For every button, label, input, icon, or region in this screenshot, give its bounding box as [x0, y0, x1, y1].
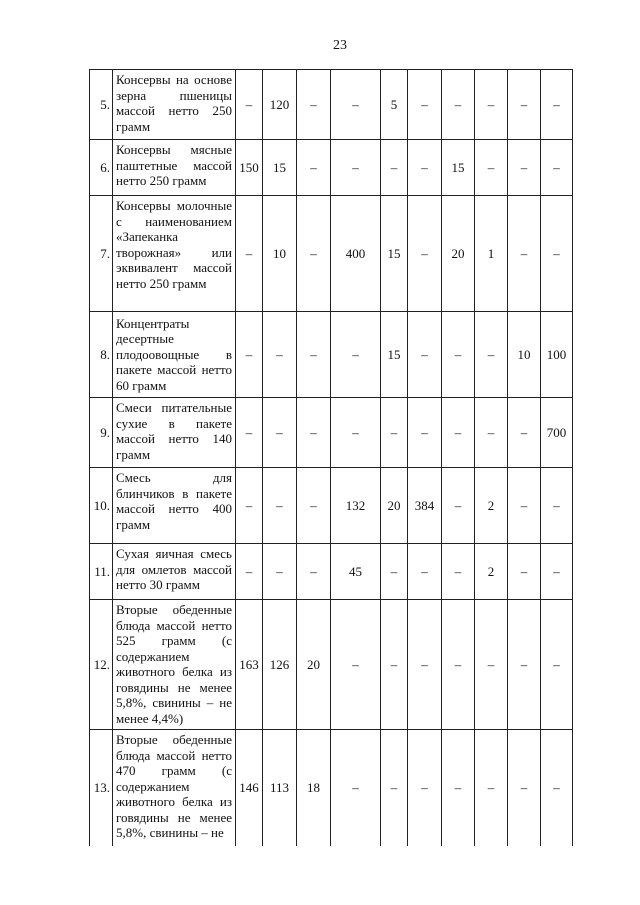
value-cell: – [263, 398, 297, 468]
value-cell: – [381, 140, 408, 196]
value-cell: 15 [263, 140, 297, 196]
value-cell: – [541, 730, 573, 846]
table-row [90, 730, 573, 846]
value-cell: – [297, 398, 331, 468]
row-number: 12. [90, 600, 113, 730]
value-cell: 2 [475, 468, 508, 544]
value-cell: – [331, 600, 381, 730]
value-cell: – [442, 730, 475, 846]
value-cell: 150 [236, 140, 263, 196]
row-number: 11. [90, 544, 113, 600]
value-cell: – [331, 730, 381, 846]
product-name: Консервы молочные с наименованием «Запеканка творожная» или эквивалент массой нетто 250 грамм [113, 196, 236, 312]
value-cell: – [475, 70, 508, 140]
value-cell: – [408, 312, 442, 398]
value-cell: – [263, 468, 297, 544]
value-cell: 18 [297, 730, 331, 846]
value-cell: – [475, 398, 508, 468]
product-name: Консервы мясные паштетные массой нетто 250 грамм [113, 140, 236, 196]
value-cell: 163 [236, 600, 263, 730]
value-cell: – [508, 544, 541, 600]
row-number: 8. [90, 312, 113, 398]
value-cell: 1 [475, 196, 508, 312]
value-cell: – [442, 312, 475, 398]
value-cell: – [541, 140, 573, 196]
product-name: Консервы на основе зерна пшеницы массой нетто 250 грамм [113, 70, 236, 140]
value-cell: – [442, 70, 475, 140]
table-row [90, 600, 573, 730]
value-cell: – [408, 600, 442, 730]
table-row [90, 398, 573, 468]
product-name: Смеси питательные сухие в пакете массой нетто 140 грамм [113, 398, 236, 468]
value-cell: – [508, 196, 541, 312]
product-name: Концентраты десертные плодоовощные в пакете массой нетто 60 грамм [113, 312, 236, 398]
table-row [90, 544, 573, 600]
product-name: Сухая яичная смесь для омлетов массой нетто 30 грамм [113, 544, 236, 600]
value-cell: – [408, 196, 442, 312]
value-cell: – [442, 544, 475, 600]
value-cell: – [408, 70, 442, 140]
value-cell: 146 [236, 730, 263, 846]
value-cell: 15 [442, 140, 475, 196]
value-cell: 15 [381, 196, 408, 312]
value-cell: – [331, 312, 381, 398]
value-cell: 20 [442, 196, 475, 312]
value-cell: – [442, 600, 475, 730]
value-cell: – [236, 544, 263, 600]
value-cell: 45 [331, 544, 381, 600]
value-cell: – [541, 70, 573, 140]
value-cell: – [508, 398, 541, 468]
row-number: 7. [90, 196, 113, 312]
value-cell: 20 [381, 468, 408, 544]
value-cell: 384 [408, 468, 442, 544]
value-cell: – [331, 398, 381, 468]
value-cell: – [508, 730, 541, 846]
row-number: 13. [90, 730, 113, 846]
product-name: Смесь для блинчиков в пакете массой нетто 400 грамм [113, 468, 236, 544]
value-cell: – [236, 398, 263, 468]
value-cell: – [408, 730, 442, 846]
value-cell: 10 [263, 196, 297, 312]
value-cell: – [381, 730, 408, 846]
value-cell: – [331, 70, 381, 140]
value-cell: 20 [297, 600, 331, 730]
value-cell: 10 [508, 312, 541, 398]
value-cell: – [475, 600, 508, 730]
ration-table [89, 69, 573, 846]
value-cell: – [236, 70, 263, 140]
value-cell: – [381, 398, 408, 468]
value-cell: – [442, 468, 475, 544]
value-cell: 700 [541, 398, 573, 468]
value-cell: – [297, 468, 331, 544]
row-number: 10. [90, 468, 113, 544]
row-number: 6. [90, 140, 113, 196]
value-cell: – [541, 600, 573, 730]
table-row [90, 140, 573, 196]
table-row [90, 196, 573, 312]
value-cell: – [236, 196, 263, 312]
value-cell: – [381, 544, 408, 600]
value-cell: 120 [263, 70, 297, 140]
table-row [90, 468, 573, 544]
value-cell: 132 [331, 468, 381, 544]
value-cell: – [297, 312, 331, 398]
value-cell: – [541, 196, 573, 312]
product-name: Вторые обеденные блюда массой нетто 470 грамм (с содержанием животного белка из говядины не менее 5,8%, свинины – не [113, 730, 236, 846]
table-row [90, 70, 573, 140]
value-cell: 126 [263, 600, 297, 730]
value-cell: – [508, 140, 541, 196]
value-cell: 100 [541, 312, 573, 398]
row-number: 9. [90, 398, 113, 468]
value-cell: – [475, 312, 508, 398]
value-cell: 5 [381, 70, 408, 140]
value-cell: – [297, 544, 331, 600]
row-number: 5. [90, 70, 113, 140]
value-cell: 400 [331, 196, 381, 312]
product-name: Вторые обеденные блюда массой нетто 525 грамм (с содержанием животного белка из говядины не менее 5,8%, свинины – не менее 4,4%) [113, 600, 236, 730]
value-cell: – [236, 312, 263, 398]
value-cell: – [381, 600, 408, 730]
value-cell: – [263, 544, 297, 600]
value-cell: – [297, 140, 331, 196]
value-cell: 113 [263, 730, 297, 846]
value-cell: – [508, 70, 541, 140]
value-cell: – [297, 70, 331, 140]
value-cell: – [408, 398, 442, 468]
value-cell: – [263, 312, 297, 398]
value-cell: – [508, 468, 541, 544]
value-cell: – [541, 544, 573, 600]
value-cell: – [297, 196, 331, 312]
value-cell: – [508, 600, 541, 730]
value-cell: – [442, 398, 475, 468]
table-row [90, 312, 573, 398]
value-cell: 15 [381, 312, 408, 398]
value-cell: – [236, 468, 263, 544]
value-cell: 2 [475, 544, 508, 600]
value-cell: – [331, 140, 381, 196]
page-number: 23 [333, 38, 347, 53]
value-cell: – [408, 140, 442, 196]
value-cell: – [475, 140, 508, 196]
value-cell: – [541, 468, 573, 544]
value-cell: – [408, 544, 442, 600]
value-cell: – [475, 730, 508, 846]
